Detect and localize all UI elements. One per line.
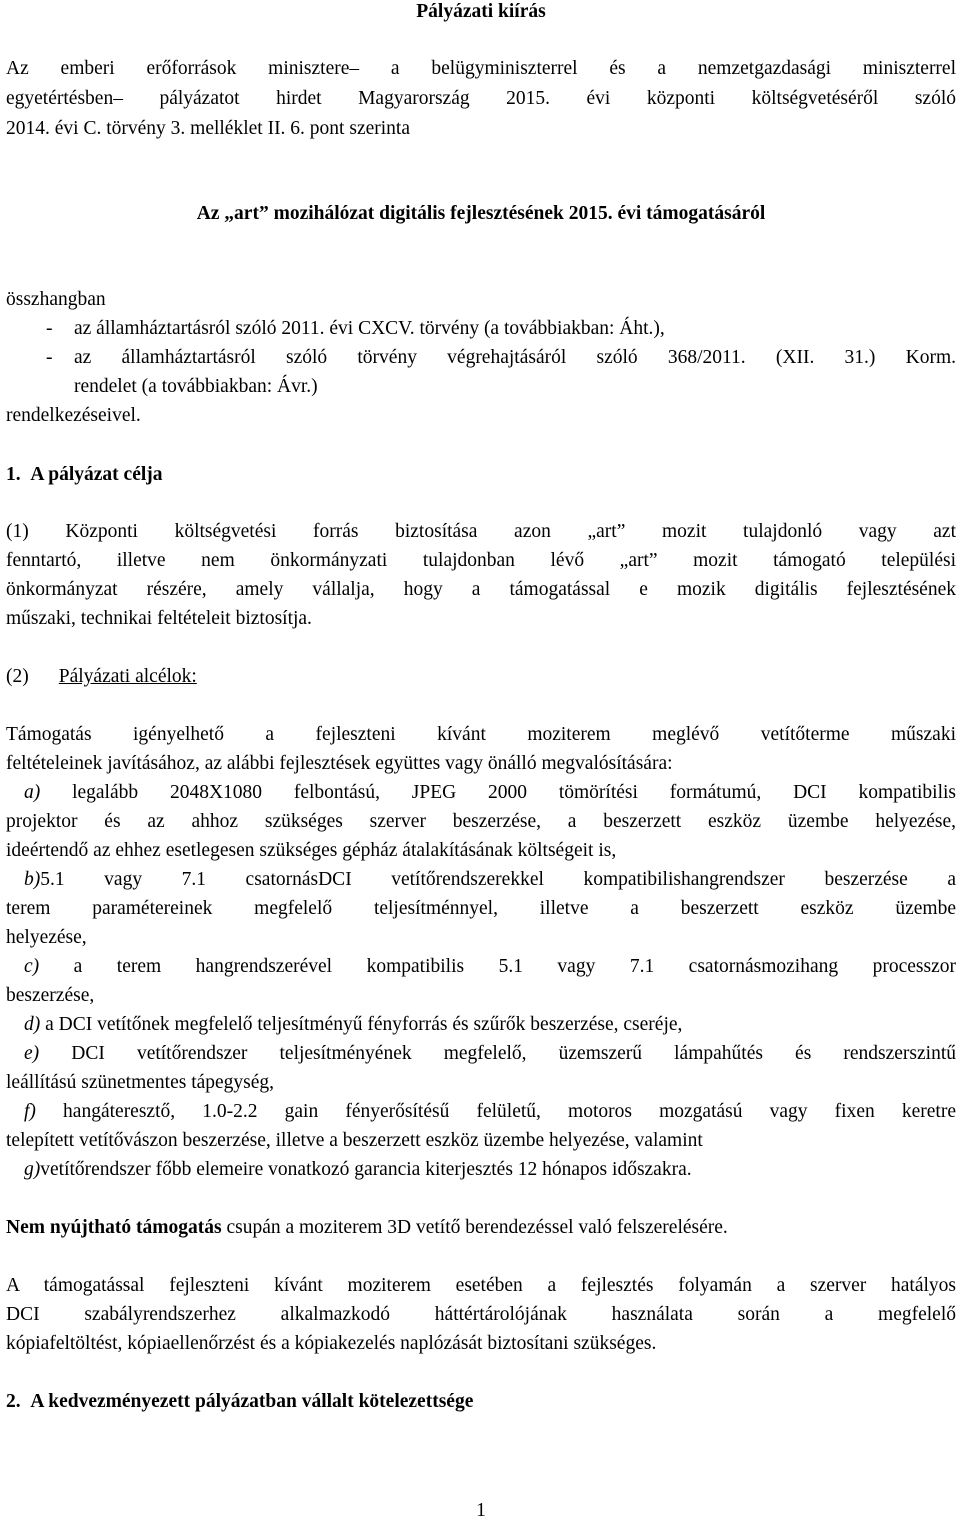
server-line-1: A támogatással fejleszteni kívánt moziterem esetében a fejlesztés folyamán a szerver hatályos — [6, 1275, 956, 1296]
item-e-line-2: leállítású szünetmentes tápegység, — [6, 1072, 275, 1093]
item-b-line-3: helyezése, — [6, 927, 87, 948]
item-b-line-1: b)5.1 vagy 7.1 csatornásDCI vetítőrendszerekkel kompatibilishangrendszer beszerzése a — [24, 869, 956, 890]
item-f-line-2: telepített vetítővászon beszerzése, illetve a beszerzett eszköz üzembe helyezése, valamint — [6, 1130, 703, 1151]
bullet-2-cont: rendelet (a továbbiakban: Ávr.) — [74, 376, 318, 397]
support-line-2: feltételeinek javításához, az alábbi fejlesztések együttes vagy önálló megvalósítására: — [6, 753, 673, 774]
item-b-line-2: terem paramétereinek megfelelő teljesítménnyel, illetve a beszerzett eszköz üzembe — [6, 898, 956, 919]
item-c-label: c) — [24, 956, 40, 977]
item-e-line-1: e) DCI vetítőrendszer teljesítményének megfelelő, üzemszerű lámpahűtés és rendszerszintű — [24, 1043, 956, 1064]
item-f-line-1: f) hangáteresztő, 1.0-2.2 gain fényerősítésű felületű, motoros mozgatású vagy fixen keretre — [24, 1101, 956, 1122]
intro-line-3: 2014. évi C. törvény 3. melléklet II. 6. pont szerinta — [6, 118, 410, 139]
rendelkezeseivel-text: rendelkezéseivel. — [6, 405, 141, 426]
item-c-line-1: c) a terem hangrendszerével kompatibilis 5.1 vagy 7.1 csatornásmozihang processzor — [24, 956, 956, 977]
intro-line-2: egyetértésben– pályázatot hirdet Magyarország 2015. évi központi költségvetéséről szóló — [6, 88, 956, 109]
item-e-label: e) — [24, 1043, 40, 1064]
bullet-1: az államháztartásról szóló 2011. évi CXCV. törvény (a továbbiakban: Áht.), — [74, 318, 665, 339]
item-a-line-1: a) legalább 2048X1080 felbontású, JPEG 2000 tömörítési formátumú, DCI kompatibilis — [24, 782, 956, 803]
server-line-2: DCI szabályrendszerhez alkalmazkodó háttértárolójának használata során a megfelelő — [6, 1304, 956, 1325]
item-g-line-1: g)vetítőrendszer főbb elemeire vonatkozó garancia kiterjesztés 12 hónapos időszakra. — [24, 1159, 692, 1180]
p1-line-4: műszaki, technikai feltételeit biztosítja. — [6, 608, 312, 629]
subject-heading: Az „art” mozihálózat digitális fejlesztésének 2015. évi támogatásáról — [196, 203, 766, 224]
not-supported-bold: Nem nyújtható támogatás — [6, 1217, 222, 1238]
document-title: Pályázati kiírás — [416, 1, 546, 22]
item-d-line-1: d) a DCI vetítőnek megfelelő teljesítményű fényforrás és szűrők beszerzése, cseréje, — [24, 1014, 683, 1035]
p2-number: (2) — [6, 666, 29, 687]
support-line-1: Támogatás igényelhető a fejleszteni kívánt moziterem meglévő vetítőterme műszaki — [6, 724, 956, 745]
not-supported-text: Nem nyújtható támogatás csupán a moziterem 3D vetítő berendezéssel való felszerelésére. — [6, 1217, 728, 1238]
item-f-label: f) — [24, 1101, 36, 1122]
section-2-number: 2. — [6, 1391, 21, 1412]
section-1-heading — [6, 463, 163, 487]
p1-line-1: (1) Központi költségvetési forrás biztosítása azon „art” mozit tulajdonló vagy azt — [6, 521, 956, 542]
section-2-title: A kedvezményezett pályázatban vállalt kötelezettsége — [30, 1391, 474, 1412]
osszhangban-text: összhangban — [6, 289, 106, 310]
bullet-2: az államháztartásról szóló törvény végrehajtásáról szóló 368/2011. (XII. 31.) Korm. — [74, 347, 956, 368]
item-a-label: a) — [24, 782, 41, 803]
item-c-line-2: beszerzése, — [6, 985, 95, 1006]
item-b-label: b) — [24, 869, 41, 890]
item-a-line-3: ideértendő az ehhez esetlegesen szükséges gépház átalakításának költségeit is, — [6, 840, 617, 861]
bullet-dash-2: - — [46, 347, 53, 368]
intro-line-1: Az emberi erőforrások minisztere– a belügyminiszterrel és a nemzetgazdasági miniszterrel — [6, 58, 956, 79]
item-d-label: d) — [24, 1014, 41, 1035]
section-2-heading — [6, 1390, 473, 1414]
p2-heading — [6, 665, 197, 689]
page-number: 1 — [476, 1500, 486, 1521]
server-line-3: kópiafeltöltést, kópiaellenőrzést és a kópiakezelés naplózását biztosítani szükséges. — [6, 1333, 657, 1354]
p2-label: Pályázati alcélok: — [58, 666, 197, 687]
item-g-label: g) — [24, 1159, 41, 1180]
p1-line-2: fenntartó, illetve nem önkormányzati tulajdonban lévő „art” mozit támogató települési — [6, 550, 956, 571]
section-1-title: A pályázat célja — [30, 464, 163, 485]
item-a-line-2: projektor és az ahhoz szükséges szerver beszerzése, a beszerzett eszköz üzembe helyezése, — [6, 811, 956, 832]
p1-line-3: önkormányzat részére, amely vállalja, hogy a támogatással e mozik digitális fejlesztésének — [6, 579, 956, 600]
bullet-dash-1: - — [46, 318, 53, 339]
section-1-number: 1. — [6, 464, 21, 485]
